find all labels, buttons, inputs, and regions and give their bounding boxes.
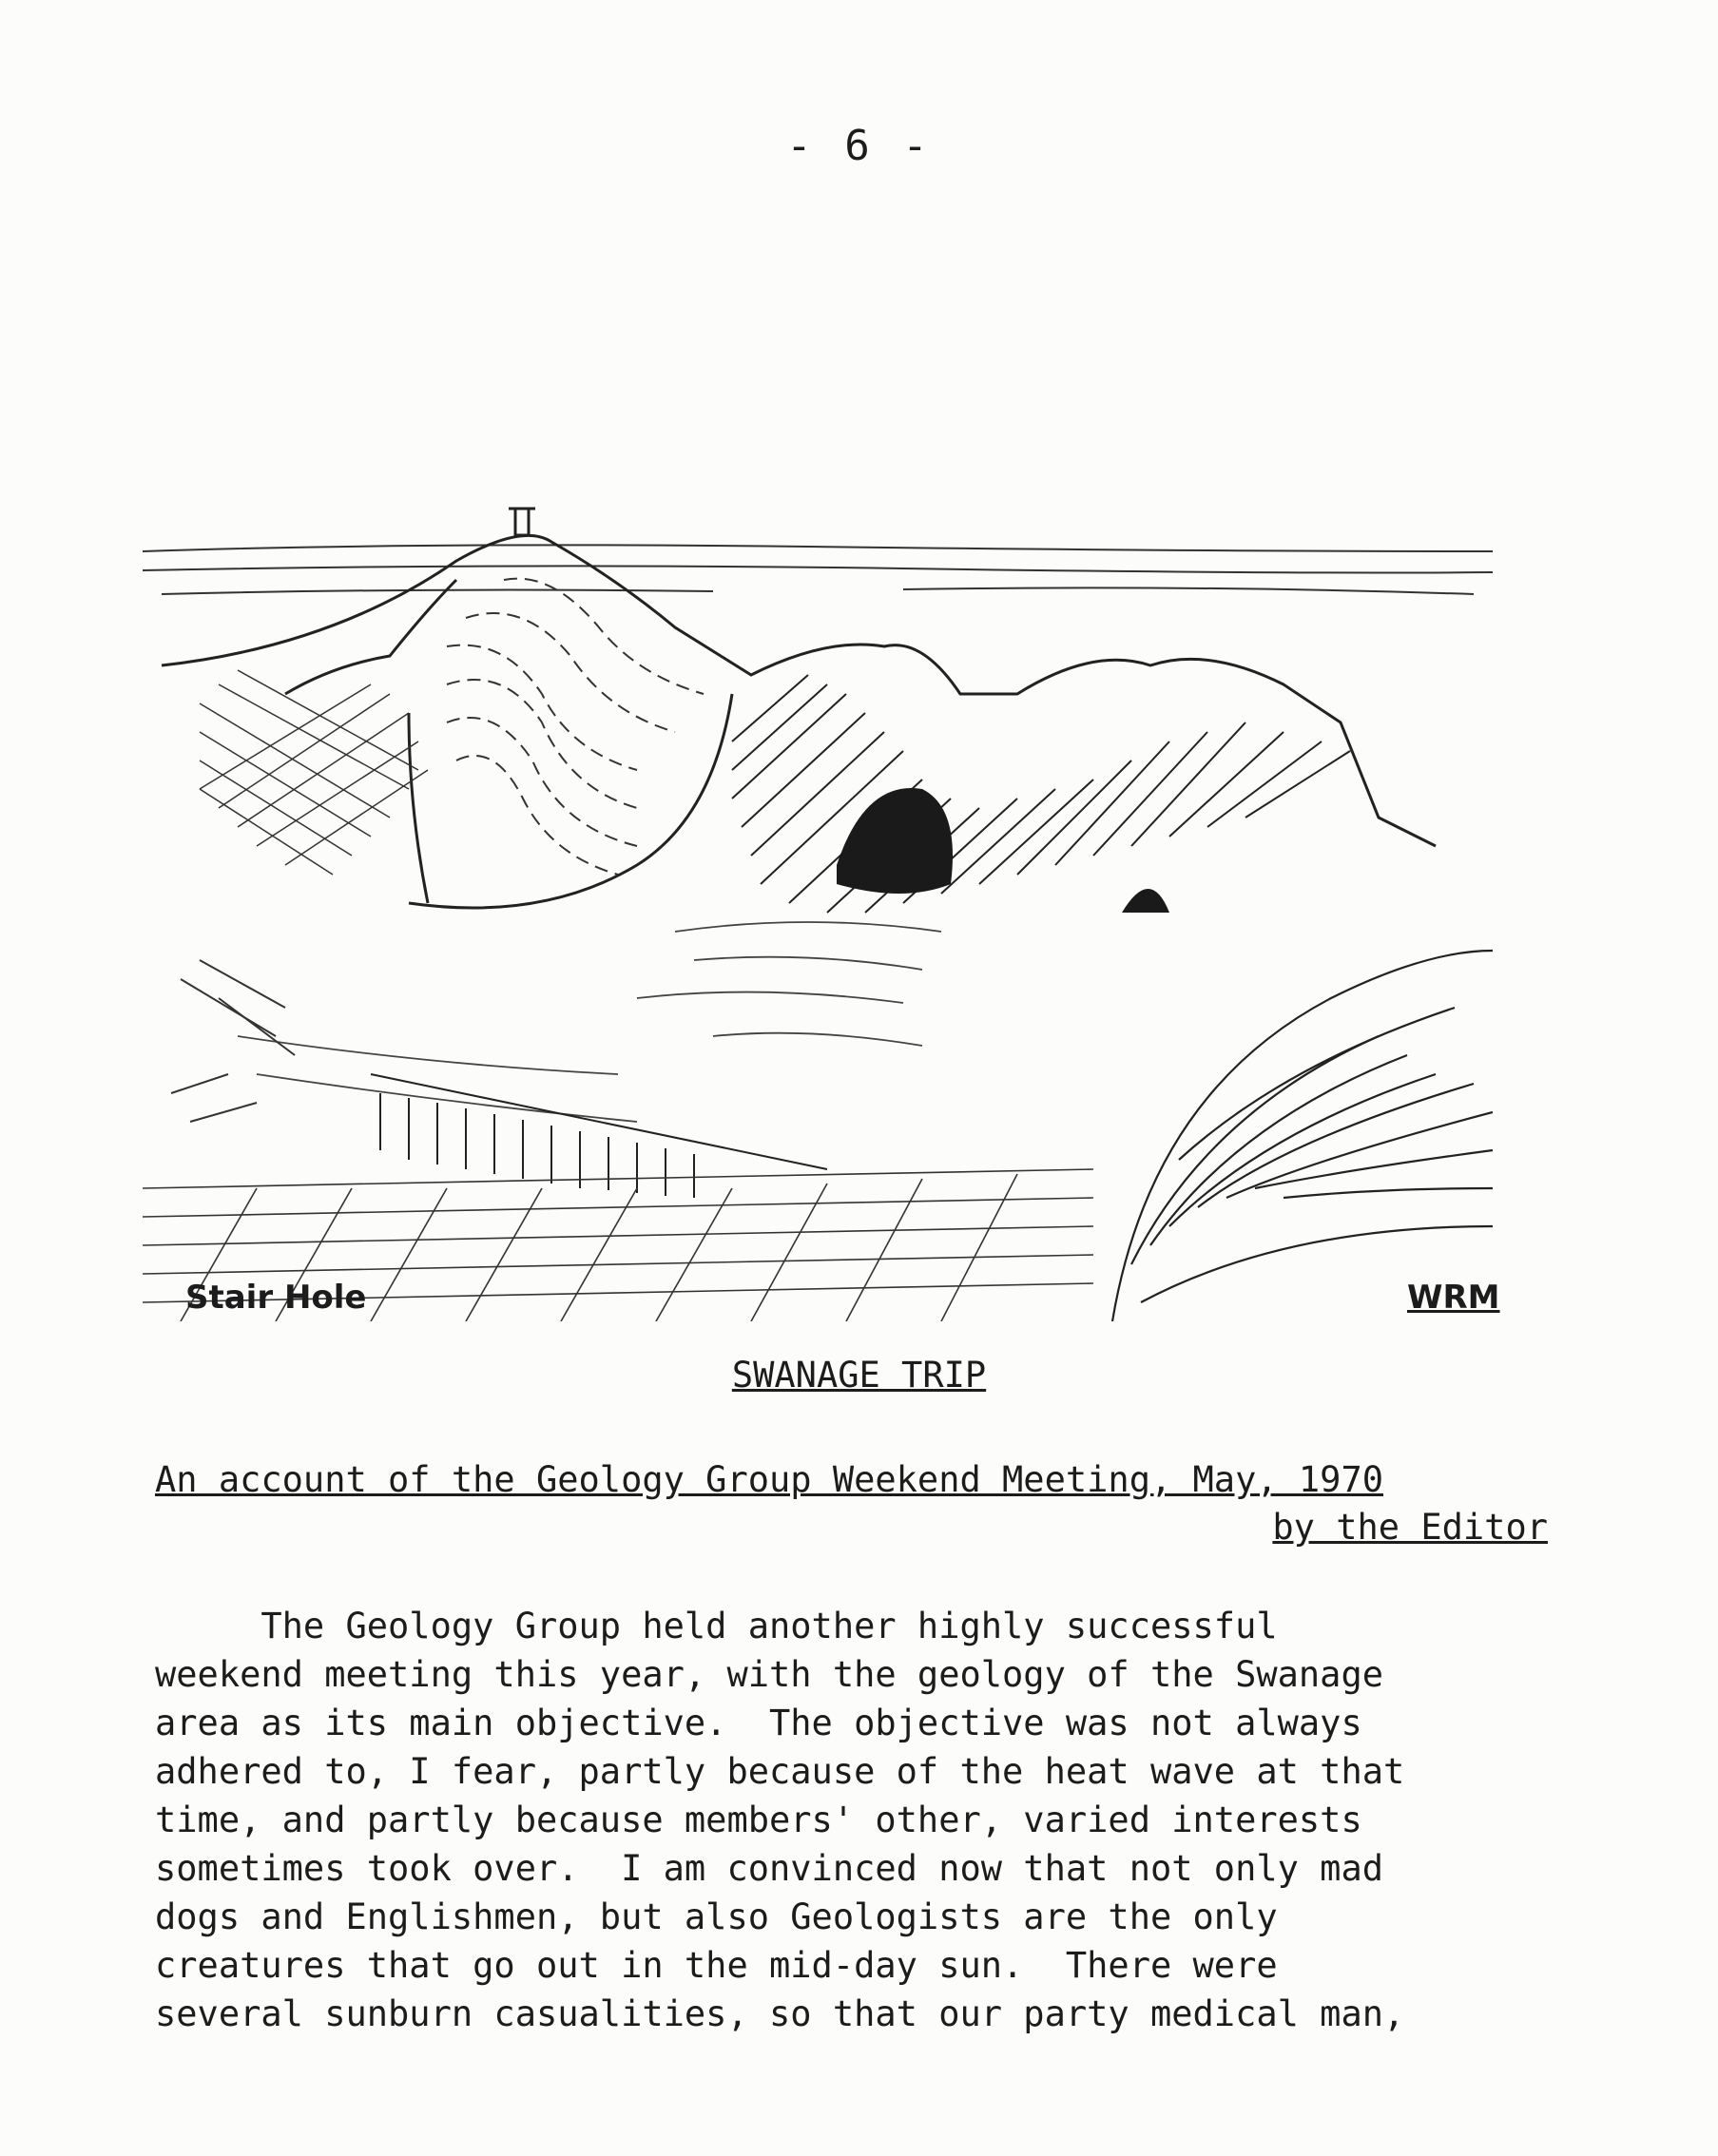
article-subtitle: An account of the Geology Group Weekend Meeting, May, 1970 <box>155 1459 1384 1500</box>
page-number: - 6 - <box>786 122 932 170</box>
body-line: The Geology Group held another highly successful <box>155 1606 1278 1646</box>
body-line: several sunburn casualities, so that our party medical man, <box>155 1993 1405 2034</box>
foreground-headland <box>1112 951 1493 1321</box>
artist-signature: WRM <box>1407 1279 1500 1317</box>
body-line: time, and partly because members' other, varied interests <box>155 1800 1362 1840</box>
article-title: SWANAGE TRIP <box>731 1355 987 1396</box>
foreshore-lines <box>238 922 941 1122</box>
small-cave <box>1122 889 1169 913</box>
cave-shape <box>837 788 953 894</box>
article-byline: by the Editor <box>1272 1507 1548 1548</box>
left-slope-hatching <box>171 960 295 1122</box>
body-line: area as its main objective. The objective was not always <box>155 1703 1362 1743</box>
stair-hole-illustration <box>143 504 1493 1321</box>
body-line: sometimes took over. I am convinced now that not only mad <box>155 1848 1384 1889</box>
illustration-caption: Stair Hole <box>185 1279 367 1317</box>
hatched-cliffs <box>732 675 1350 913</box>
crosshatch-left <box>200 670 428 875</box>
body-line: dogs and Englishmen, but also Geologists are the only <box>155 1896 1278 1937</box>
body-line: adhered to, I fear, partly because of the heat wave at that <box>155 1751 1405 1792</box>
sea-lines <box>143 545 1493 594</box>
article-body <box>155 1602 1581 2038</box>
tower-sketch <box>509 509 535 535</box>
body-line: weekend meeting this year, with the geology of the Swanage <box>155 1654 1384 1695</box>
folded-strata <box>447 579 704 875</box>
body-line: creatures that go out in the mid-day sun. There were <box>155 1945 1278 1986</box>
